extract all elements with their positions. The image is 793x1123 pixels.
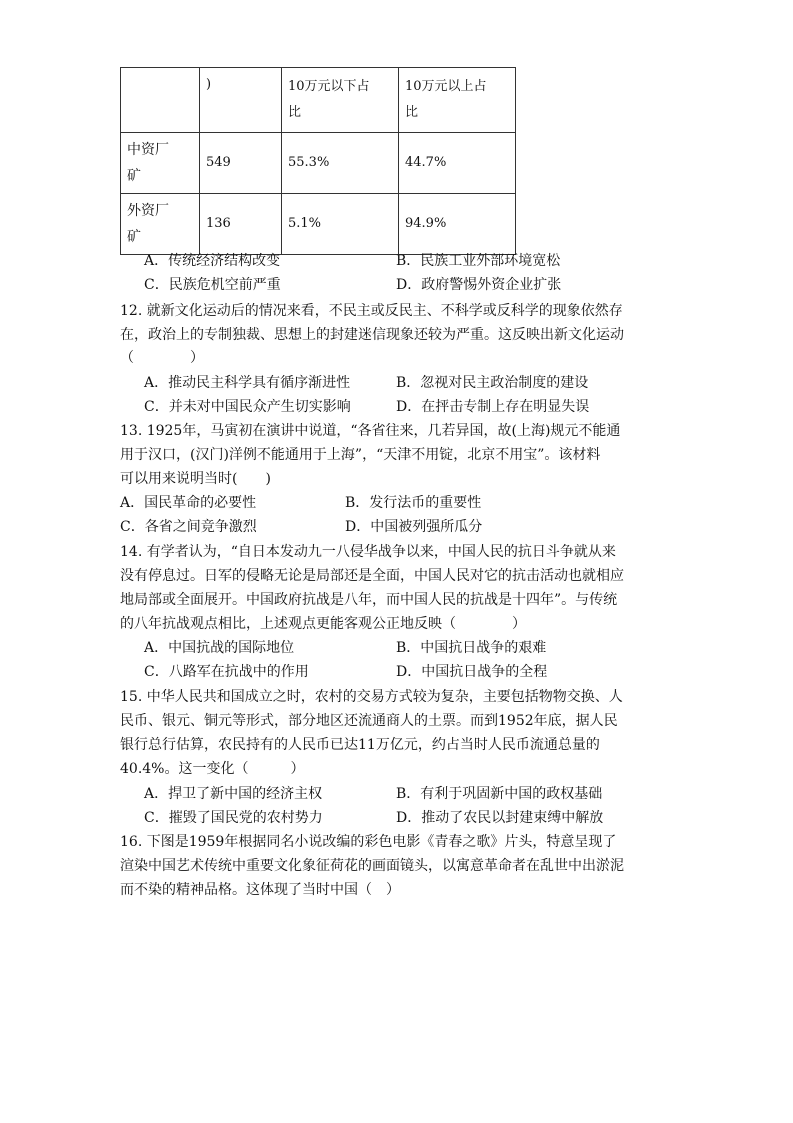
q14-option-a: A．中国抗战的国际地位: [144, 640, 295, 656]
q13-option-a: A．国民革命的必要性: [120, 495, 257, 511]
q15-stem-line-4: 40.4%。这一变化（ ）: [120, 761, 305, 777]
q15-stem-line-2: 民币、银元、铜元等形式，部分地区还流通商人的土票。而到1952年底，据人民: [120, 713, 618, 729]
row-name-cell: 中资厂 矿: [121, 133, 200, 194]
q14-stem-line-1: 14. 有学者认为，“自日本发动九一八侵华战争以来，中国人民的抗日斗争就从来: [120, 544, 616, 560]
q13-stem-line-2: 用于汉口，(汉门)洋例不能通用于上海”，“天津不用锭，北京不用宝”。该材料: [120, 447, 601, 463]
q12-option-d: D．在抨击专制上存在明显失误: [396, 399, 590, 415]
q14-stem-line-2: 没有停息过。日军的侵略无论是局部还是全面，中国人民对它的抗击活动也就相应: [120, 568, 624, 584]
q14-stem-line-4: 的八年抗战观点相比，上述观点更能客观公正地反映（ ）: [120, 616, 526, 632]
q12-option-b: B．忽视对民主政治制度的建设: [396, 375, 589, 391]
q15-option-a: A．捍卫了新中国的经济主权: [144, 786, 323, 802]
q14-option-c: C．八路军在抗战中的作用: [144, 664, 309, 680]
enterprise-capital-table: [120, 67, 516, 255]
q13-stem-line-1: 13. 1925年，马寅初在演讲中说道，“各省往来，几若异国，故(上海)规元不能通: [120, 423, 621, 439]
q14-stem-line-3: 地局部或全面展开。中国政府抗战是八年，而中国人民的抗战是十四年”。与传统: [120, 592, 618, 608]
q11-option-c: C．民族危机空前严重: [144, 277, 281, 293]
header-above-cell: 10万元以上占 比: [399, 68, 516, 133]
table-row: [121, 194, 516, 255]
header-empty-cell: [121, 68, 200, 133]
q11-option-d: D．政府警惕外资企业扩张: [396, 277, 562, 293]
q15-stem-line-1: 15. 中华人民共和国成立之时，农村的交易方式较为复杂，主要包括物物交换、人: [120, 689, 623, 705]
q12-option-c: C．并未对中国民众产生切实影响: [144, 399, 351, 415]
row-name-cell: 外资厂 矿: [121, 194, 200, 255]
q14-option-d: D．中国抗日战争的全程: [396, 664, 548, 680]
q14-option-b: B．中国抗日战争的艰难: [396, 640, 547, 656]
row-count-cell: 549: [200, 133, 282, 194]
header-count-cell: ): [200, 68, 282, 133]
q12-stem-line-2: 在，政治上的专制独裁、思想上的封建迷信现象还较为严重。这反映出新文化运动: [120, 327, 624, 343]
q13-option-c: C．各省之间竞争激烈: [120, 519, 257, 535]
q12-stem-line-3: （ ）: [120, 350, 204, 366]
row-below-cell: 55.3%: [282, 133, 399, 194]
q16-stem-line-3: 而不染的精神品格。这体现了当时中国（ ）: [120, 882, 400, 898]
q11-option-a: A．传统经济结构改变: [144, 253, 281, 269]
q15-stem-line-3: 银行总行估算，农民持有的人民币已达11万亿元，约占当时人民币流通总量的: [120, 737, 600, 753]
table-row: [121, 133, 516, 194]
q13-option-b: B．发行法币的重要性: [345, 495, 482, 511]
row-above-cell: 44.7%: [399, 133, 516, 194]
header-below-cell: 10万元以下占 比: [282, 68, 399, 133]
q15-option-b: B．有利于巩固新中国的政权基础: [396, 786, 603, 802]
row-below-cell: 5.1%: [282, 194, 399, 255]
q15-option-c: C．摧毁了国民党的农村势力: [144, 810, 323, 826]
q13-stem-line-3: 可以用来说明当时( ): [120, 471, 271, 487]
row-above-cell: 94.9%: [399, 194, 516, 255]
q15-option-d: D．推动了农民以封建束缚中解放: [396, 810, 604, 826]
q12-option-a: A．推动民主科学具有循序渐进性: [144, 375, 351, 391]
q16-stem-line-2: 渲染中国艺术传统中重要文化象征荷花的画面镜头，以寓意革命者在乱世中出淤泥: [120, 858, 624, 874]
row-count-cell: 136: [200, 194, 282, 255]
q13-option-d: D．中国被列强所瓜分: [345, 519, 483, 535]
table-header-row: [121, 68, 516, 133]
q11-option-b: B．民族工业外部环境宽松: [396, 253, 561, 269]
q12-stem-line-1: 12. 就新文化运动后的情况来看，不民主或反民主、不科学或反科学的现象依然存: [120, 303, 623, 319]
q16-stem-line-1: 16. 下图是1959年根据同名小说改编的彩色电影《青春之歌》片头，特意呈现了: [120, 834, 617, 850]
